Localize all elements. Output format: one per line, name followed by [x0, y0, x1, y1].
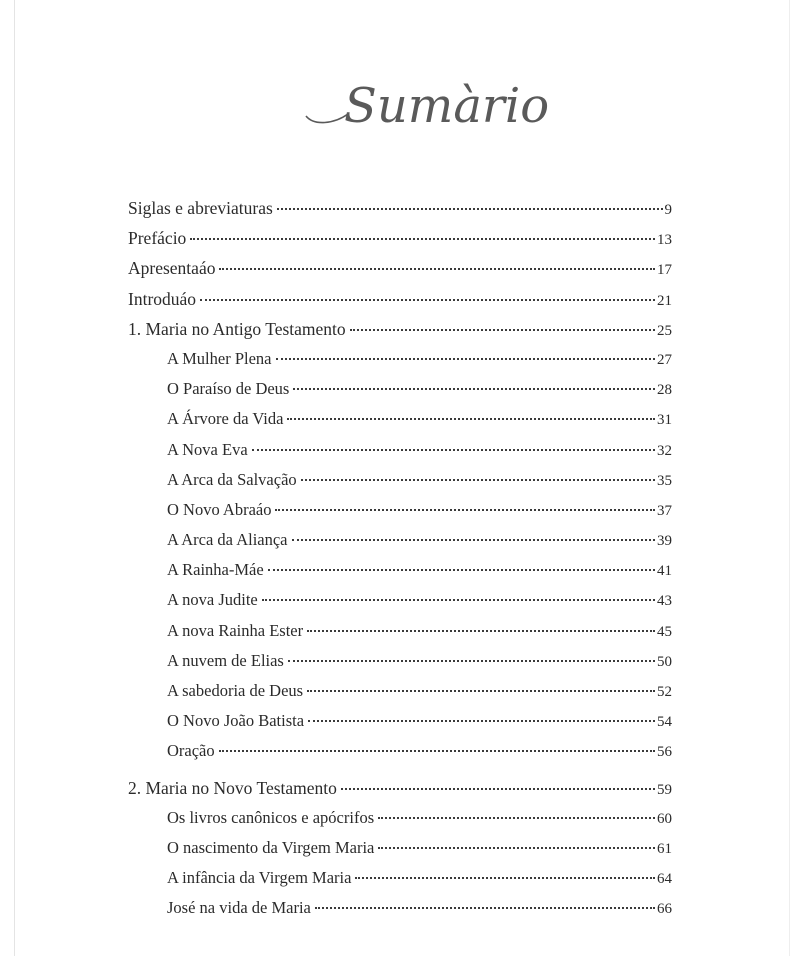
toc-entry-title: 2. Maria no Novo Testamento — [128, 777, 337, 798]
toc-entry — [128, 833, 672, 863]
toc-entry-page-number: 50 — [657, 653, 672, 670]
toc-entry — [128, 893, 672, 923]
toc-entry-page-number: 54 — [657, 714, 672, 731]
toc-entry-title: A Mulher Plena — [167, 348, 272, 368]
toc-entry-title: A nuvem de Elias — [167, 650, 284, 670]
toc-entry-page-number: 13 — [657, 232, 672, 249]
toc-entry — [128, 525, 672, 555]
toc-entry-page-number: 64 — [657, 871, 672, 888]
toc-entry-title: Os livros canônicos e apócrifos — [167, 807, 375, 827]
toc-entry-title: O Novo João Batista — [167, 711, 305, 731]
toc-entry-page-number: 45 — [657, 623, 672, 640]
toc-entry — [128, 706, 672, 736]
toc-entry — [128, 465, 672, 495]
toc-entry-page-number: 60 — [657, 810, 672, 827]
toc-dot-leader — [219, 268, 655, 270]
toc-entry — [128, 374, 672, 404]
toc-entry-title: Siglas e abreviaturas — [128, 198, 273, 218]
toc-dot-leader — [200, 299, 655, 301]
toc-entry-page-number: 27 — [657, 351, 672, 368]
toc-entry-page-number: 9 — [664, 202, 672, 218]
toc-entry-title: José na vida de Maria — [167, 898, 311, 918]
toc-entry-page-number: 21 — [657, 292, 672, 309]
toc-entry — [128, 314, 672, 344]
toc-entry-title: A infância da Virgem Maria — [167, 868, 352, 888]
toc-entry-page-number: 56 — [657, 744, 672, 761]
toc-entry — [128, 193, 672, 223]
toc-dot-leader — [341, 788, 655, 790]
toc-entry-title: A nova Judite — [167, 590, 258, 610]
toc-entry-page-number: 66 — [657, 901, 672, 918]
toc-entry — [128, 736, 672, 766]
title-text: Sumàrio — [344, 78, 550, 134]
page-title — [0, 62, 800, 142]
toc-entry — [128, 404, 672, 434]
page-edge — [14, 0, 15, 956]
table-of-contents — [128, 193, 672, 924]
toc-dot-leader — [275, 509, 655, 511]
toc-entry-page-number: 61 — [657, 840, 672, 857]
toc-entry — [128, 616, 672, 646]
toc-entry-page-number: 31 — [657, 412, 672, 429]
toc-dot-leader — [378, 817, 655, 819]
toc-dot-leader — [307, 630, 655, 632]
toc-entry — [128, 646, 672, 676]
toc-entry-page-number: 52 — [657, 684, 672, 700]
toc-dot-leader — [292, 539, 656, 541]
toc-entry-title: A Rainha-Máe — [167, 560, 264, 580]
toc-dot-leader — [252, 449, 655, 451]
toc-dot-leader — [293, 388, 655, 390]
toc-entry — [128, 555, 672, 585]
toc-entry — [128, 284, 672, 314]
toc-entry-title: A Árvore da Vida — [167, 409, 284, 429]
toc-entry — [128, 435, 672, 465]
toc-entry-title: Oração — [167, 741, 215, 761]
toc-dot-leader — [301, 479, 655, 481]
toc-entry-title: O Novo Abraáo — [167, 499, 272, 519]
toc-entry — [128, 344, 672, 374]
toc-entry-page-number: 35 — [657, 472, 672, 489]
toc-entry-page-number: 41 — [657, 563, 672, 580]
toc-entry — [128, 676, 672, 706]
toc-entry-title: Apresentaáo — [128, 258, 216, 279]
toc-entry-title: A Arca da Salvação — [167, 469, 297, 489]
toc-entry-title: A nova Rainha Ester — [167, 620, 304, 640]
toc-entry-page-number: 43 — [657, 593, 672, 610]
toc-entry — [128, 585, 672, 615]
toc-entry — [128, 253, 672, 283]
toc-dot-leader — [276, 358, 656, 360]
toc-entry-page-number: 37 — [657, 502, 672, 519]
toc-entry — [128, 223, 672, 253]
toc-dot-leader — [288, 660, 655, 662]
toc-entry-title: A Nova Eva — [167, 439, 248, 459]
toc-entry — [128, 773, 672, 803]
toc-entry-page-number: 28 — [657, 382, 672, 399]
toc-dot-leader — [355, 877, 655, 879]
toc-entry-page-number: 39 — [657, 533, 672, 550]
toc-dot-leader — [190, 238, 655, 240]
toc-dot-leader — [277, 208, 663, 210]
toc-dot-leader — [350, 329, 655, 331]
toc-entry-page-number: 17 — [657, 262, 672, 279]
toc-entry — [128, 863, 672, 893]
toc-entry-title: Introduáo — [128, 288, 197, 309]
toc-entry-title: Prefácio — [128, 228, 187, 249]
toc-dot-leader — [315, 907, 655, 909]
toc-entry — [128, 803, 672, 833]
toc-entry-title: O nascimento da Virgem Maria — [167, 837, 375, 857]
toc-entry-page-number: 32 — [657, 442, 672, 459]
toc-dot-leader — [308, 720, 655, 722]
page-edge — [789, 0, 790, 956]
toc-dot-leader — [268, 569, 655, 571]
title-script — [300, 62, 550, 142]
toc-dot-leader — [378, 847, 655, 849]
toc-dot-leader — [219, 750, 655, 752]
toc-dot-leader — [287, 418, 655, 420]
toc-entry-title: A Arca da Aliança — [167, 530, 288, 550]
toc-dot-leader — [262, 599, 655, 601]
title-swash — [306, 114, 348, 123]
toc-entry — [128, 495, 672, 525]
toc-entry-page-number: 59 — [657, 781, 672, 798]
toc-dot-leader — [307, 690, 655, 692]
toc-entry-title: O Paraíso de Deus — [167, 379, 290, 399]
toc-entry-title: A sabedoria de Deus — [167, 681, 304, 700]
toc-entry-page-number: 25 — [657, 322, 672, 339]
toc-entry-title: 1. Maria no Antigo Testamento — [128, 318, 346, 339]
